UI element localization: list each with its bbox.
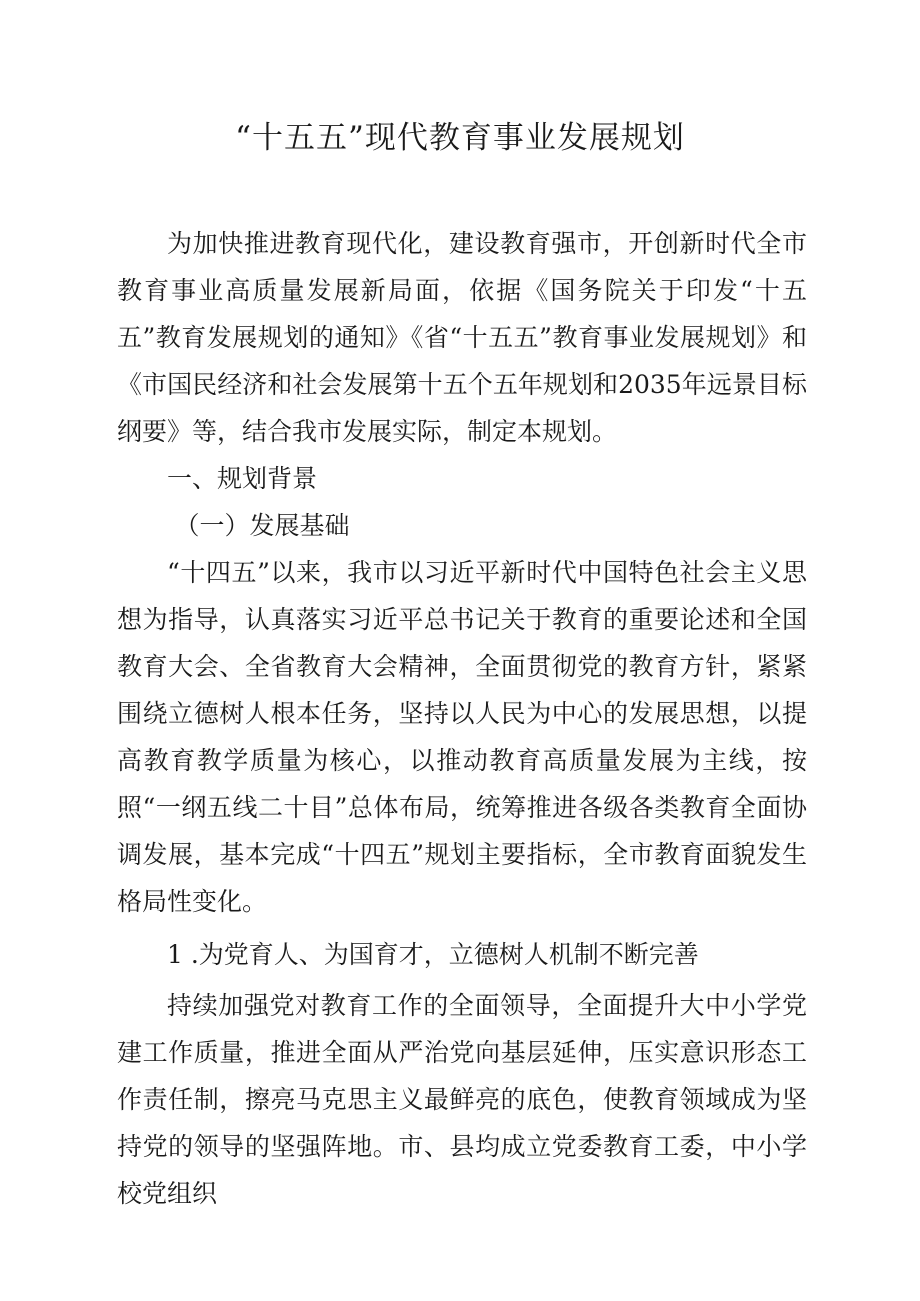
item-heading-moral-education: 1 .为党育人、为国育才，立德树人机制不断完善 <box>167 940 699 969</box>
background-paragraph: “十四五”以来，我市以习近平新时代中国特色社会主义思想为指导，认真落实习近平总书记关于教育的重要论述和全国教育大会、全省教育大会精神，全面贯彻党的教育方针，紧紧围绕立德树人根本任务，坚持以人民为中心的发展思想，以提高教育教学质量为核心，以推动教育高质量发展为主线，按照“一纲五线二十目”总体布局，统筹推进各级各类教育全面协调发展，基本完成“十四五”规划主要指标，全市教育面貌发生格局性变化。 <box>117 558 807 916</box>
item-paragraph-party-leadership: 持续加强党对教育工作的全面领导，全面提升大中小学党建工作质量，推进全面从严治党向基层延伸，压实意识形态工作责任制，擦亮马克思主义最鲜亮的底色，使教育领域成为坚持党的领导的坚强阵地。市、县均成立党委教育工委，中小学校党组织 <box>117 991 807 1208</box>
subsection-heading-foundation: （一）发展基础 <box>174 511 350 540</box>
section-heading-background: 一、规划背景 <box>167 464 318 493</box>
intro-paragraph: 为加快推进教育现代化，建设教育强市，开创新时代全市教育事业高质量发展新局面，依据《国务院关于印发“十五五”教育发展规划的通知》《省“十五五”教育事业发展规划》和《市国民经济和社会发展第十五个五年规划和2035年远景目标纲要》等，结合我市发展实际，制定本规划。 <box>117 229 807 446</box>
document-body <box>117 220 807 1217</box>
document-title: “十五五”现代教育事业发展规划 <box>235 120 685 156</box>
